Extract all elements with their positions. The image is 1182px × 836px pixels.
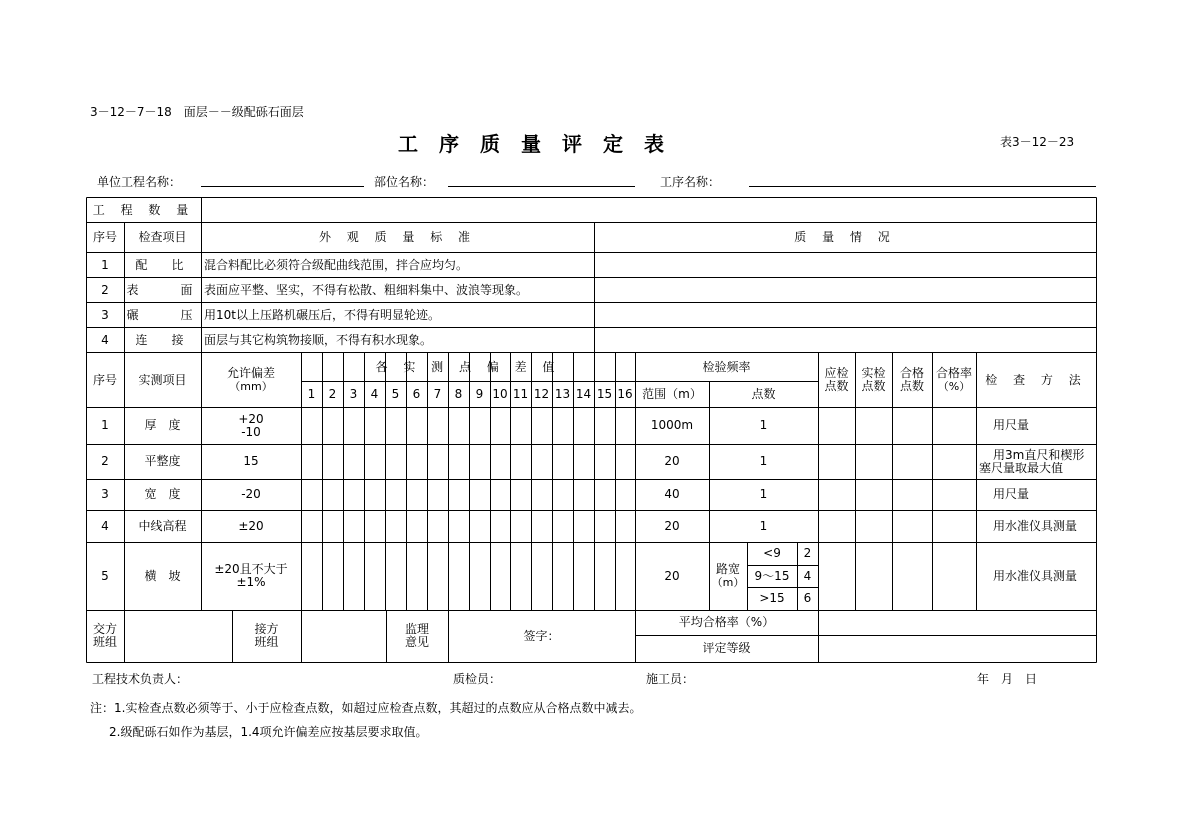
m-col-points: 点数: [751, 386, 776, 401]
table-row-no: 1: [101, 258, 109, 272]
supervise-l1: 监理: [404, 622, 429, 636]
table-row-item: 宽 度: [144, 487, 181, 501]
road-width-range: >15: [759, 591, 785, 605]
road-width-range: 9～15: [754, 568, 790, 583]
note-2: 2.级配砾石如作为基层，1.4项允许偏差应按基层要求取值。: [109, 725, 428, 739]
method-line: 用水准仪具测量: [993, 518, 1078, 533]
point-header: 1: [307, 386, 316, 401]
tolerance-value: -20: [241, 487, 261, 501]
point-header: 7: [433, 386, 442, 401]
m-col-pass-rate: [932, 353, 976, 407]
table-row-no: 4: [101, 518, 109, 533]
m-col-no: 序号: [92, 372, 117, 387]
road-width-unit: （m）: [711, 576, 745, 589]
m-col-method: 检 查 方 法: [985, 372, 1087, 387]
table-row-range: 1000m: [650, 418, 694, 432]
road-width-points: 6: [803, 591, 812, 605]
table-row-points: 1: [759, 418, 768, 432]
table-row-item: 碾 压: [126, 308, 199, 322]
table-row-standard: 面层与其它构筑物接顺，不得有积水现象。: [204, 333, 433, 347]
point-header: 10: [492, 386, 508, 401]
road-width-points: 2: [803, 546, 812, 560]
col-no: 序号: [92, 230, 117, 244]
table-row-no: 2: [101, 454, 109, 468]
tolerance-value: +20: [238, 411, 264, 426]
r5-road-width: [709, 542, 747, 610]
point-header: 4: [370, 386, 379, 401]
table-row-item: 连 接: [135, 333, 190, 347]
tolerance-value: ±20: [238, 518, 264, 533]
road-width-points: 4: [803, 568, 812, 583]
point-header: 13: [554, 386, 571, 401]
date-label: 年 月 日: [977, 672, 1038, 686]
table-row-no: 3: [101, 487, 109, 501]
actual-check-l1: 实检: [861, 366, 886, 380]
part-name-label: 部位名称：: [374, 175, 435, 189]
point-header: 5: [391, 386, 400, 401]
receive-l2: 班组: [254, 635, 279, 649]
road-width-range: <9: [763, 546, 781, 560]
pass-l1: 合格: [899, 366, 924, 380]
col-check-item: 检查项目: [138, 230, 187, 244]
tolerance-unit: （mm）: [229, 380, 273, 393]
table-row-item: 中线高程: [138, 518, 187, 533]
table-row-no: 1: [101, 418, 109, 432]
signature-label: 签字：: [523, 628, 560, 643]
m-col-should-check: [818, 353, 855, 407]
m-col-frequency: 检验频率: [702, 359, 751, 374]
quantity-label: 工 程 数 量: [92, 202, 195, 217]
road-width-label: 路宽: [715, 562, 740, 576]
tolerance-label: 允许偏差: [226, 366, 275, 380]
method-line-2: 塞尺量取最大值: [979, 460, 1064, 475]
r5-no: 5: [101, 568, 109, 583]
receive-l1: 接方: [254, 622, 279, 636]
table-row-method: [993, 510, 1077, 542]
table-row-item: 平整度: [144, 454, 181, 468]
table-row-method: [993, 479, 1029, 510]
m-col-actual-check: [855, 353, 892, 407]
tech-lead-label: 工程技术负责人：: [92, 672, 189, 686]
table-row-method: [979, 444, 1084, 479]
pass-rate-l1: 合格率: [935, 366, 972, 380]
table-row-points: 1: [759, 518, 768, 533]
table-row-range: 20: [664, 518, 680, 533]
point-header: 2: [328, 386, 337, 401]
table-row-tolerance: [201, 510, 301, 542]
supervise-l2: 意见: [404, 635, 429, 649]
m-col-item: 实测项目: [138, 372, 187, 387]
tolerance-value: 15: [243, 454, 259, 468]
method-line: 用尺量: [993, 487, 1030, 501]
m-col-deviation: 各 实 测 点 偏 差 值: [375, 359, 561, 374]
inspector-label: 质检员：: [453, 672, 502, 686]
supervision-opinion: [386, 610, 448, 662]
hand-over-l2: 班组: [92, 635, 117, 649]
pass-l2: 点数: [899, 379, 924, 393]
should-check-l1: 应检: [824, 366, 849, 380]
tolerance-value-2: -10: [241, 424, 261, 439]
point-header: 9: [475, 386, 484, 401]
table-row-tolerance: [201, 444, 301, 479]
point-header: 8: [454, 386, 463, 401]
r5-tol-l1: ±20且不大于: [214, 562, 288, 576]
table-row-points: 1: [759, 487, 768, 501]
table-number: 表3－12－23: [1000, 135, 1075, 149]
table-row-points: 1: [759, 454, 768, 468]
page-title: 工序质量评定表: [398, 132, 685, 156]
point-header: 15: [596, 386, 613, 401]
r5-item: 横 坡: [144, 568, 181, 583]
r5-tol-l2: ±1%: [236, 575, 266, 589]
actual-check-l2: 点数: [861, 379, 886, 393]
table-row-range: 40: [664, 487, 680, 501]
grade-label: 评定等级: [702, 641, 751, 655]
avg-pass-rate-label: 平均合格率（%）: [678, 615, 775, 629]
table-row-item: 表 面: [126, 283, 199, 297]
r5-range: 20: [664, 568, 680, 583]
hand-over-l1: 交方: [92, 622, 117, 636]
unit-name-label: 单位工程名称：: [97, 175, 182, 189]
method-line: 用3m直尺和楔形: [993, 447, 1085, 462]
table-row-standard: 表面应平整、坚实，不得有松散、粗细料集中、波浪等现象。: [204, 283, 529, 297]
doc-code: 3－12－7－18 面层－－级配砾石面层: [90, 105, 304, 119]
table-row-no: 3: [101, 308, 109, 322]
note-1: 注：1.实检查点数必须等于、小于应检查点数，如超过应检查点数，其超过的点数应从合格点数中减去。: [90, 701, 642, 715]
table-row-item: 配 比: [135, 258, 190, 272]
table-row-item: 厚 度: [144, 418, 181, 432]
point-header: 14: [575, 386, 592, 401]
r5-tolerance: [201, 542, 301, 610]
table-row-standard: 混合料配比必须符合级配曲线范围，拌合应均匀。: [204, 258, 469, 272]
table-row-no: 2: [101, 283, 109, 297]
col-status: 质 量 情 况: [794, 230, 896, 244]
m-col-pass: [892, 353, 932, 407]
process-name-label: 工序名称：: [660, 175, 721, 189]
point-header: 16: [617, 386, 633, 401]
table-row-no: 4: [101, 333, 109, 347]
col-standard: 外 观 质 量 标 准: [318, 230, 477, 244]
m-col-range: 范围（m）: [642, 386, 702, 401]
point-header: 6: [412, 386, 421, 401]
m-col-tolerance: [201, 353, 301, 407]
table-row-tolerance: [201, 479, 301, 510]
r5-method: 用水准仪具测量: [993, 568, 1078, 583]
should-check-l2: 点数: [824, 379, 849, 393]
point-header: 12: [533, 386, 550, 401]
point-header: 3: [349, 386, 358, 401]
worker-label: 施工员：: [646, 672, 695, 686]
table-row-tolerance: [201, 407, 301, 444]
pass-rate-l2: （%）: [937, 380, 971, 393]
hand-over-team: [86, 610, 124, 662]
table-row-range: 20: [664, 454, 680, 468]
table-row-method: [993, 407, 1029, 444]
point-header: 11: [512, 386, 529, 401]
receive-team: [232, 610, 301, 662]
table-row-standard: 用10t以上压路机碾压后，不得有明显轮迹。: [204, 308, 440, 322]
method-line: 用尺量: [993, 418, 1030, 432]
